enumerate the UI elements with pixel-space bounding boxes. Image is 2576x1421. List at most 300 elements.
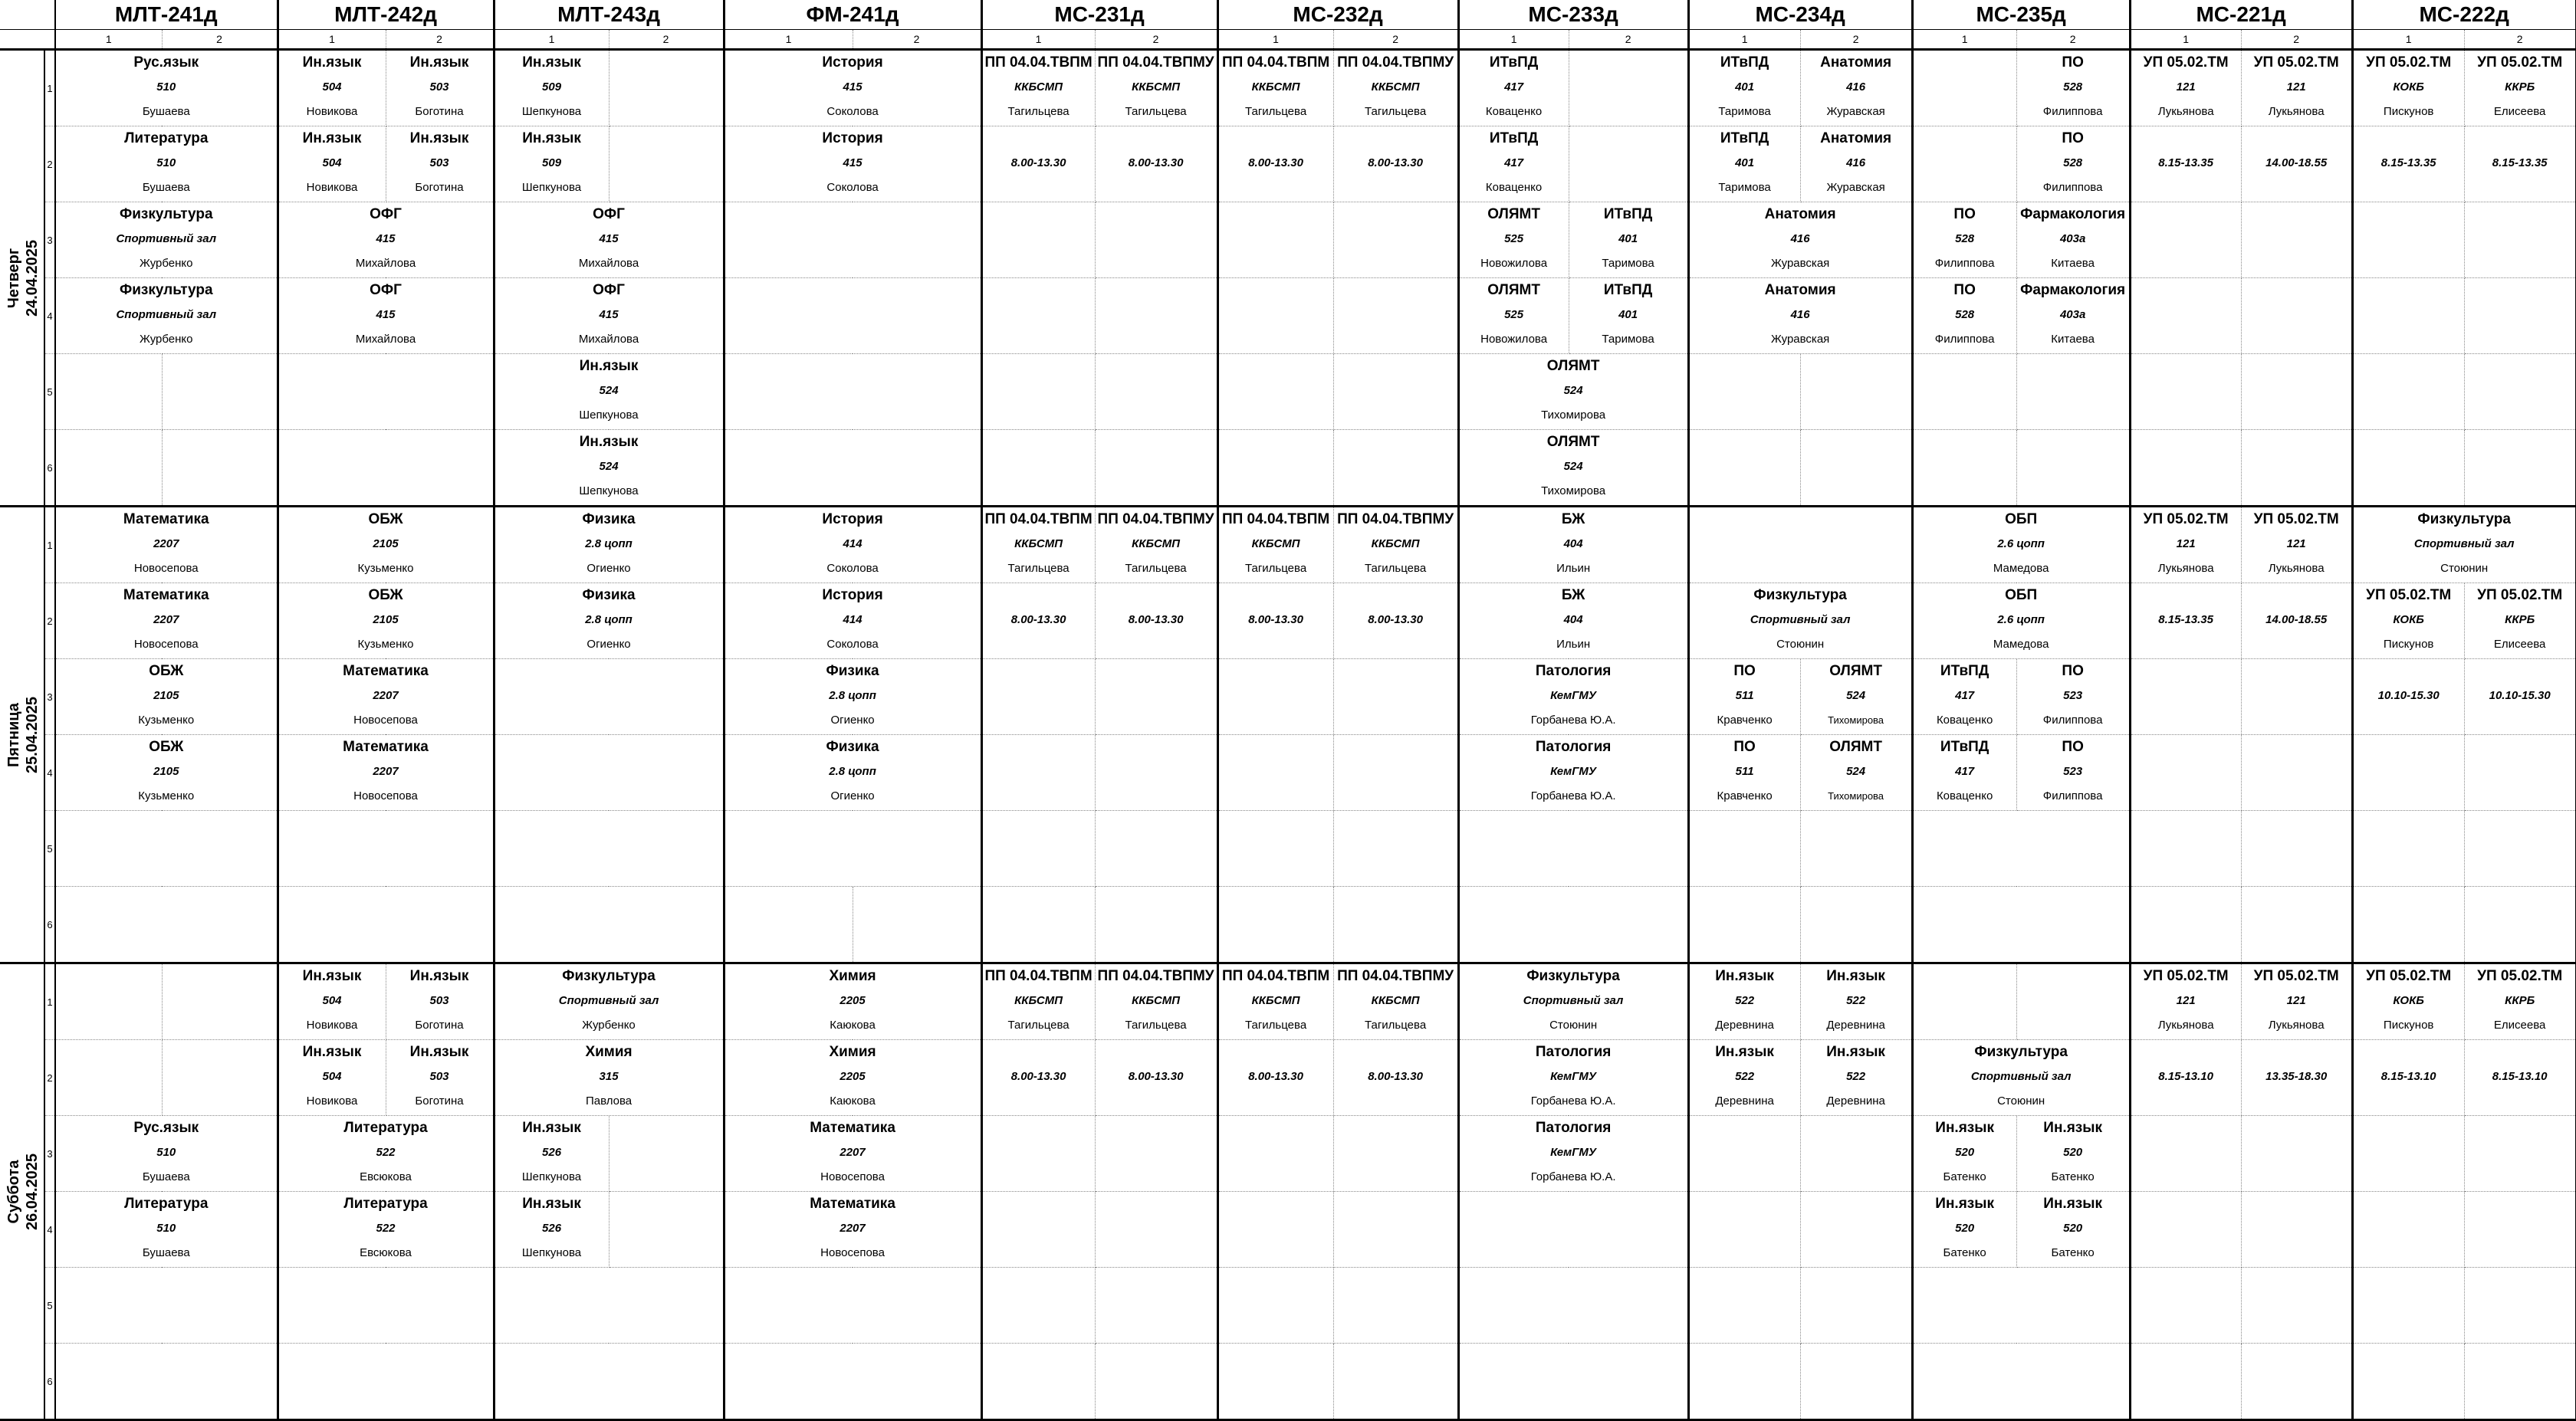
lesson-cell [1912,1116,2016,1192]
period-row [0,659,2576,735]
teacher-name: Михайлова [578,333,639,346]
room-or-time: 404 [1563,537,1583,550]
empty-cell [1095,811,1217,887]
period-number: 6 [44,1344,55,1420]
room-or-time: 503 [429,156,449,169]
date-label: 25.04.2025 [24,696,41,773]
teacher-name: Бушаева [142,1170,190,1183]
lesson-cell [1458,963,1688,1040]
room-or-time: 8.15-13.10 [2158,1070,2213,1083]
period-row [0,1268,2576,1344]
subject-name: Ин.язык [409,130,469,146]
lesson-cell [2016,1192,2130,1268]
room-or-time: КОКБ [2393,80,2424,94]
lesson-cell [1458,507,1688,583]
lesson-cell [724,126,981,202]
room-or-time: ККРБ [2505,613,2535,626]
teacher-name: Таримова [1602,257,1654,270]
lesson-cell [2464,50,2576,126]
lesson-cell [1217,963,1333,1040]
room-or-time: 2105 [373,613,399,626]
lesson-cell [1912,659,2016,735]
subject-name: ПО [1953,282,1976,298]
empty-cell [1217,278,1333,354]
empty-cell [2464,811,2576,887]
lesson-cell [1217,1040,1333,1116]
subject-name: ПП 04.04.ТВПМУ [1097,54,1214,71]
lesson-cell [981,126,1095,202]
teacher-name: Новожилова [1480,333,1548,346]
teacher-name [2465,1089,2575,1114]
subject-name [2242,126,2351,151]
room-or-time: 8.00-13.30 [1248,1070,1303,1083]
lesson-cell [2130,1040,2241,1116]
teacher-name: Ильин [1556,638,1591,651]
empty-cell [1688,1192,1800,1268]
room-or-time: 8.00-13.30 [1248,156,1303,169]
empty-cell [2130,887,2241,963]
room-or-time: 414 [843,537,863,550]
teacher-name: Тихомирова [1541,409,1606,422]
lesson-cell [278,126,386,202]
period-row [0,583,2576,659]
empty-cell [2130,1344,2241,1420]
teacher-name: Каюкова [830,1094,876,1108]
empty-cell [162,963,278,1040]
subject-name: ИТвПД [1603,206,1653,222]
subject-name: ПО [1733,739,1756,755]
lesson-cell [2464,659,2576,735]
empty-cell [1912,963,2016,1040]
room-or-time: 401 [1618,308,1638,321]
empty-cell [2241,278,2352,354]
empty-cell [981,202,1095,278]
lesson-cell [386,50,494,126]
teacher-name: Кузьменко [357,562,414,575]
empty-cell [1688,887,1800,963]
empty-cell [2464,202,2576,278]
room-or-time: 2105 [373,537,399,550]
teacher-name: Стоюнин [2440,562,2489,575]
subject-name: ПП 04.04.ТВПМУ [1337,54,1454,71]
empty-cell [2241,1116,2352,1192]
subject-name: Физика [582,587,636,603]
subject-name: Химия [585,1044,632,1060]
room-or-time: Спортивный зал [1523,994,1624,1007]
period-row [0,1116,2576,1192]
empty-cell [1912,126,2016,202]
room-or-time: ККБСМП [1371,537,1420,550]
empty-cell [1217,1268,1333,1344]
lesson-cell [1912,1192,2016,1268]
subject-name: ПО [2062,739,2084,755]
lesson-cell [2241,50,2352,126]
empty-cell [2130,202,2241,278]
lesson-cell [386,126,494,202]
empty-cell [1333,354,1458,430]
period-row [0,1344,2576,1420]
empty-cell [981,278,1095,354]
teacher-name: Журбенко [140,333,193,346]
teacher-name [1096,176,1217,200]
empty-cell [2352,202,2464,278]
empty-cell [278,887,494,963]
subject-name: История [822,54,883,71]
lesson-cell [1688,278,1912,354]
lesson-cell [1688,583,1912,659]
subject-name: Литература [124,130,209,146]
empty-cell [278,354,494,430]
teacher-name: Кравченко [1717,789,1773,802]
room-or-time: КОКБ [2393,994,2424,1007]
subgroup-number: 1 [1458,30,1569,50]
room-or-time: 417 [1504,80,1524,94]
lesson-cell [278,963,386,1040]
group-header: ФМ-241д [724,0,981,30]
teacher-name: Кузьменко [357,638,414,651]
lesson-cell [1569,202,1688,278]
lesson-cell [1217,583,1333,659]
lesson-cell [386,963,494,1040]
subject-name [1096,1040,1217,1065]
lesson-cell [1800,659,1912,735]
room-or-time: 524 [599,384,619,397]
empty-cell [609,1192,724,1268]
empty-cell [1912,811,2130,887]
room-or-time: ККБСМП [1371,994,1420,1007]
subject-name: Рус.язык [133,1120,199,1136]
subject-name: Ин.язык [579,434,639,450]
teacher-name: Таримова [1718,181,1771,194]
room-or-time: 520 [2063,1222,2083,1235]
empty-cell [2352,1192,2464,1268]
teacher-name: Елисеева [2493,105,2546,118]
empty-cell [55,354,162,430]
subgroup-number: 2 [1569,30,1688,50]
lesson-cell [2016,659,2130,735]
lesson-cell [2241,507,2352,583]
room-or-time: 8.00-13.30 [1128,156,1184,169]
teacher-name: Новосепова [133,638,199,651]
room-or-time: 8.15-13.35 [2158,613,2213,626]
subject-name: ИТвПД [1489,54,1539,71]
subject-name: БЖ [1561,587,1585,603]
empty-cell [2464,354,2576,430]
subject-name: Математика [810,1120,895,1136]
period-number: 2 [44,126,55,202]
teacher-name: Горбанева Ю.А. [1530,1170,1616,1183]
period-row [0,430,2576,507]
empty-cell [981,811,1095,887]
teacher-name [1334,1089,1457,1114]
teacher-name: Мамедова [1993,562,2049,575]
period-number: 2 [44,583,55,659]
room-or-time: 415 [843,156,863,169]
lesson-cell [2241,583,2352,659]
subject-name: Математика [343,739,429,755]
empty-cell [494,1344,724,1420]
teacher-name [2465,176,2575,200]
lesson-cell [724,659,981,735]
empty-cell [1095,354,1217,430]
empty-cell [1800,354,1912,430]
teacher-name: Бушаева [142,105,190,118]
empty-cell [1688,430,1800,507]
room-or-time: 416 [1846,80,1866,94]
subgroup-number: 1 [2352,30,2464,50]
lesson-cell [494,583,724,659]
room-or-time: 404 [1563,613,1583,626]
subgroup-number: 2 [853,30,981,50]
room-or-time: 14.00-18.55 [2266,156,2328,169]
empty-cell [1095,1192,1217,1268]
teacher-name: Лукьянова [2268,1019,2325,1032]
teacher-name [1219,632,1333,657]
room-or-time: 2.8 цопп [829,689,876,702]
group-header: МС-232д [1217,0,1458,30]
subject-name: Ин.язык [1826,1044,1885,1060]
teacher-name [1334,176,1457,200]
room-or-time: 503 [429,80,449,94]
subject-name [2465,126,2575,151]
empty-cell [724,354,981,430]
empty-cell [1912,354,2016,430]
empty-cell [2016,430,2130,507]
empty-cell [1217,659,1333,735]
subgroup-number: 1 [2130,30,2241,50]
period-row [0,50,2576,126]
empty-cell [55,887,278,963]
lesson-cell [278,583,494,659]
teacher-name: Китаева [2051,257,2095,270]
teacher-name: Новосепова [353,789,418,802]
teacher-name: Михайлова [578,257,639,270]
subject-name: ПП 04.04.ТВПМ [1221,511,1330,527]
subject-name: ОБП [2005,511,2038,527]
empty-cell [1217,202,1333,278]
empty-cell [2352,1116,2464,1192]
subject-name: ПО [1953,206,1976,222]
teacher-name [2131,632,2241,657]
room-or-time: 8.00-13.30 [1010,1070,1066,1083]
lesson-cell [1095,507,1217,583]
empty-cell [1333,1344,1458,1420]
lesson-cell [1458,659,1688,735]
empty-cell [1217,1116,1333,1192]
subject-name: УП 05.02.ТМ [2477,968,2563,984]
subject-name: Фармакология [2020,282,2126,298]
subject-name: Ин.язык [522,1196,581,1212]
subject-name: Физкультура [2417,511,2511,527]
room-or-time: 415 [843,80,863,94]
empty-cell [1800,1268,1912,1344]
room-or-time: 511 [1735,689,1754,702]
room-or-time: 416 [1790,308,1810,321]
room-or-time: 510 [156,156,176,169]
teacher-name: Журавская [1826,181,1885,194]
teacher-name: Горбанева Ю.А. [1530,1094,1616,1108]
subject-name [2131,126,2241,151]
subject-name: ОФГ [593,206,625,222]
empty-cell [55,1344,278,1420]
empty-cell [724,430,981,507]
lesson-cell [2016,735,2130,811]
empty-cell [1333,1268,1458,1344]
teacher-name: Филиппова [2042,181,2103,194]
period-row [0,126,2576,202]
period-number: 3 [44,202,55,278]
subject-name: Математика [810,1196,895,1212]
empty-cell [2464,735,2576,811]
subject-name: ПП 04.04.ТВПМ [1221,968,1330,984]
teacher-name: Тагильцева [1365,105,1427,118]
room-or-time: ККБСМП [1251,537,1300,550]
teacher-name: Журавская [1826,105,1885,118]
teacher-name: Шепкунова [521,1246,582,1259]
lesson-cell [494,1192,609,1268]
empty-cell [2352,811,2464,887]
empty-cell [1333,659,1458,735]
subject-name: История [822,130,883,146]
subject-name [2242,1040,2351,1065]
lesson-cell [278,1040,386,1116]
empty-cell [2352,354,2464,430]
subject-name: ПП 04.04.ТВПМ [1221,54,1330,71]
subject-name: Физкультура [120,206,213,222]
corner-cell [0,30,55,50]
subgroup-number: 2 [2464,30,2576,50]
room-or-time: 8.15-13.35 [2158,156,2213,169]
empty-cell [1095,887,1217,963]
empty-cell [2464,1116,2576,1192]
teacher-name [1096,1089,1217,1114]
lesson-cell [724,50,981,126]
teacher-name: Журавская [1770,333,1830,346]
empty-cell [2241,659,2352,735]
lesson-cell [1800,50,1912,126]
teacher-name: Пискунов [2383,1019,2434,1032]
lesson-cell [2016,126,2130,202]
teacher-name: Каюкова [830,1019,876,1032]
period-number: 4 [44,735,55,811]
empty-cell [1333,1192,1458,1268]
empty-cell [1800,1192,1912,1268]
teacher-name: Боготина [415,1019,464,1032]
empty-cell [2130,430,2241,507]
subject-name [983,1040,1095,1065]
subject-name: БЖ [1561,511,1585,527]
subject-name: Ин.язык [409,1044,469,1060]
subject-name: Анатомия [1764,282,1836,298]
room-or-time: 528 [1955,232,1975,245]
period-number: 5 [44,354,55,430]
lesson-cell [724,735,981,811]
subject-name: ОБЖ [368,587,403,603]
lesson-cell [1458,583,1688,659]
room-or-time: 417 [1504,156,1524,169]
teacher-name: Михайлова [355,257,416,270]
teacher-name: Бушаева [142,181,190,194]
lesson-cell [55,50,278,126]
lesson-cell [2016,202,2130,278]
room-or-time: 2.8 цопп [585,613,632,626]
teacher-name: Пискунов [2383,105,2434,118]
subject-name: Физкультура [1526,968,1620,984]
lesson-cell [981,50,1095,126]
teacher-name: Филиппова [1934,257,1995,270]
subject-name: Патология [1535,663,1612,679]
lesson-cell [1912,583,2130,659]
subject-name: ОЛЯМТ [1546,358,1600,374]
subgroup-number: 1 [55,30,162,50]
room-or-time: Спортивный зал [116,308,217,321]
subject-name: Ин.язык [2043,1120,2102,1136]
empty-cell [1095,278,1217,354]
group-header: МС-231д [981,0,1217,30]
period-row [0,507,2576,583]
lesson-cell [1688,126,1800,202]
empty-cell [1217,735,1333,811]
group-header: МС-235д [1912,0,2130,30]
room-or-time: 504 [322,156,342,169]
empty-cell [724,887,853,963]
subject-name: Физкультура [1974,1044,2068,1060]
lesson-cell [1688,963,1800,1040]
empty-cell [2464,887,2576,963]
lesson-cell [1688,202,1912,278]
lesson-cell [1688,50,1800,126]
lesson-cell [1458,1116,1688,1192]
empty-cell [2464,1268,2576,1344]
empty-cell [724,811,981,887]
period-number: 4 [44,278,55,354]
teacher-name: Елисеева [2493,1019,2546,1032]
teacher-name: Журбенко [140,257,193,270]
empty-cell [1333,887,1458,963]
subject-name: УП 05.02.ТМ [2143,511,2229,527]
subject-name: ИТвПД [1940,663,1990,679]
empty-cell [2464,430,2576,507]
teacher-name: Шепкунова [579,409,639,422]
subject-name [2242,583,2351,608]
subgroup-header-row [0,30,2576,50]
teacher-name: Батенко [2051,1170,2095,1183]
day-label-cell [0,507,44,963]
teacher-name: Деревнина [1826,1019,1885,1032]
subject-name [2131,1040,2241,1065]
subject-name: Литература [124,1196,209,1212]
teacher-name: Тагильцева [1245,105,1307,118]
teacher-name [2242,632,2351,657]
period-row [0,354,2576,430]
empty-cell [2130,354,2241,430]
room-or-time: 528 [1955,308,1975,321]
teacher-name: Деревнина [1826,1094,1885,1108]
subject-name: Ин.язык [579,358,639,374]
corner-cell [0,0,55,30]
room-or-time: 415 [376,308,396,321]
lesson-cell [1458,202,1569,278]
lesson-cell [55,126,278,202]
room-or-time: 8.00-13.30 [1128,1070,1184,1083]
room-or-time: ККБСМП [1014,80,1063,94]
lesson-cell [55,735,278,811]
subgroup-number: 1 [494,30,609,50]
teacher-name: Бушаева [142,1246,190,1259]
room-or-time: Спортивный зал [116,232,217,245]
teacher-name: Боготина [415,181,464,194]
room-or-time: 8.00-13.30 [1368,156,1423,169]
